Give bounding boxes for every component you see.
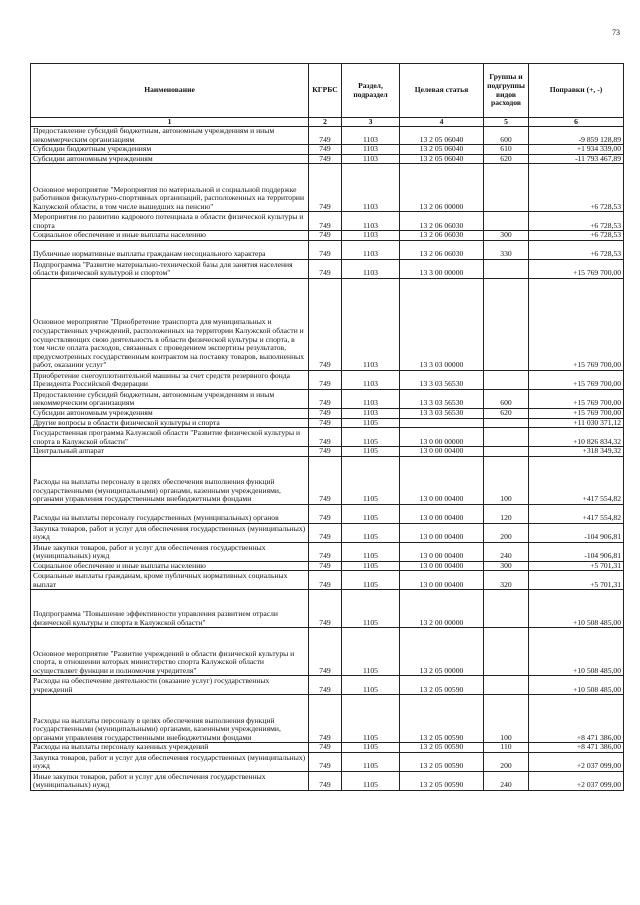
row-expense-type: 620 [484,154,529,164]
row-amount: +10 508 485,00 [529,628,624,676]
row-target: 13 0 00 00400 [400,447,484,457]
row-name: Мероприятия по развитию кадрового потенциала в области физической культуры и спорта [31,212,309,231]
budget-table [30,63,624,791]
row-expense-type [484,418,529,428]
row-amount: -104 906,81 [529,542,624,561]
row-amount: +8 471 386,00 [529,743,624,753]
row-kgrbs: 749 [309,408,342,418]
row-amount: +6 728,53 [529,240,624,259]
row-name: Основное мероприятие "Приобретение транспорта для муниципальных и государственных учреждений, расположенных на территории Калужской области и осуществляющих свою деятельность в области физической культуры и спорта, в том числе оплата расходов, связанных с проведением экспертизы результатов, предусмотренных государственным контрактом на поставку товаров, выполненных работ, оказании услуг" [31,278,309,370]
row-razdel: 1105 [342,418,400,428]
table-row [31,456,624,504]
row-razdel: 1105 [342,523,400,542]
row-kgrbs: 749 [309,154,342,164]
table-row [31,428,624,447]
row-expense-type [484,628,529,676]
row-expense-type [484,164,529,212]
row-amount: +15 769 700,00 [529,389,624,408]
row-name: Расходы на выплаты персоналу государственных (муниципальных) органов [31,504,309,523]
table-row [31,752,624,771]
row-name: Государственная программа Калужской области "Развитие физической культуры и спорта в Калужской области" [31,428,309,447]
row-razdel: 1103 [342,240,400,259]
row-amount: -9 859 128,89 [529,127,624,145]
row-target: 13 3 03 56530 [400,408,484,418]
row-amount: +5 701,31 [529,571,624,590]
table-row [31,389,624,408]
row-name: Предоставление субсидий бюджетным, автономным учреждениям и иным некоммерческим организациям [31,127,309,145]
row-amount: +417 554,82 [529,504,624,523]
row-name: Подпрограмма "Повышение эффективности управления развитием отрасли физической культуры и спорта в Калужской области" [31,590,309,628]
row-razdel: 1105 [342,428,400,447]
row-razdel: 1105 [342,676,400,695]
row-expense-type: 120 [484,504,529,523]
row-kgrbs: 749 [309,523,342,542]
row-expense-type [484,676,529,695]
row-name: Закупка товаров, работ и услуг для обеспечения государственных (муниципальных) нужд [31,752,309,771]
row-kgrbs: 749 [309,428,342,447]
row-target: 13 2 05 06040 [400,154,484,164]
row-name: Расходы на выплаты персоналу в целях обеспечения выполнения функций государственными (муниципальными) органами, казенными учреждениями, органами управления государственными внебюджетными фондами [31,695,309,743]
row-kgrbs: 749 [309,771,342,790]
row-razdel: 1103 [342,389,400,408]
header-target: Целевая статья [400,64,484,118]
row-amount: +8 471 386,00 [529,695,624,743]
row-name: Закупка товаров, работ и услуг для обеспечения государственных (муниципальных) нужд [31,523,309,542]
table-row [31,127,624,145]
row-kgrbs: 749 [309,447,342,457]
table-row [31,504,624,523]
row-expense-type: 240 [484,542,529,561]
row-expense-type [484,590,529,628]
row-kgrbs: 749 [309,542,342,561]
row-name: Социальное обеспечение и иные выплаты населению [31,231,309,241]
row-expense-type: 100 [484,695,529,743]
header-changes: Поправки (+, -) [529,64,624,118]
row-expense-type: 100 [484,456,529,504]
row-amount: +5 701,31 [529,561,624,571]
row-target: 13 2 06 06030 [400,212,484,231]
row-target: 13 3 03 56530 [400,370,484,389]
row-target: 13 0 00 00400 [400,456,484,504]
header-name: Наименование [31,64,309,118]
row-razdel: 1105 [342,628,400,676]
row-name: Расходы на выплаты персоналу в целях обеспечения выполнения функций государственными (муниципальными) органами, казенными учреждениями, органами управления государственными внебюджетными фондами [31,456,309,504]
table-row [31,240,624,259]
table-row [31,231,624,241]
row-target: 13 0 00 00400 [400,542,484,561]
row-razdel: 1105 [342,771,400,790]
row-razdel: 1103 [342,127,400,145]
row-target: 13 2 05 06040 [400,145,484,155]
row-expense-type [484,370,529,389]
row-expense-type: 600 [484,389,529,408]
table-row [31,145,624,155]
row-razdel: 1105 [342,504,400,523]
page-number: 73 [612,28,620,37]
header-kgrbs: КГРБС [309,64,342,118]
table-row [31,212,624,231]
table-row [31,743,624,753]
row-amount: -104 906,81 [529,523,624,542]
row-kgrbs: 749 [309,164,342,212]
row-target: 13 2 06 00000 [400,164,484,212]
row-expense-type: 610 [484,145,529,155]
row-target: 13 2 05 00590 [400,743,484,753]
row-target: 13 3 03 56530 [400,389,484,408]
column-number: 6 [529,118,624,127]
row-kgrbs: 749 [309,504,342,523]
table-row [31,259,624,278]
table-row [31,523,624,542]
row-razdel: 1105 [342,542,400,561]
row-target: 13 0 00 00400 [400,504,484,523]
row-kgrbs: 749 [309,278,342,370]
row-name: Приобретение снегоуплотнительной машины за счет средств резервного фонда Президента Российской Федерации [31,370,309,389]
row-expense-type [484,212,529,231]
row-target: 13 0 00 00000 [400,428,484,447]
row-target: 13 2 05 00000 [400,628,484,676]
row-name: Предоставление субсидий бюджетным, автономным учреждениям и иным некоммерческим организациям [31,389,309,408]
row-kgrbs: 749 [309,561,342,571]
row-kgrbs: 749 [309,145,342,155]
row-kgrbs: 749 [309,676,342,695]
row-expense-type [484,278,529,370]
row-target: 13 2 05 00590 [400,752,484,771]
table-row [31,628,624,676]
row-kgrbs: 749 [309,370,342,389]
row-kgrbs: 749 [309,240,342,259]
row-razdel: 1103 [342,278,400,370]
row-target: 13 0 00 00400 [400,561,484,571]
table-row [31,695,624,743]
row-kgrbs: 749 [309,590,342,628]
row-razdel: 1103 [342,145,400,155]
row-amount: +15 769 700,00 [529,278,624,370]
table-row [31,370,624,389]
table-row [31,408,624,418]
row-name: Публичные нормативные выплаты гражданам несоциального характера [31,240,309,259]
column-number: 1 [31,118,309,127]
row-target: 13 2 05 00590 [400,676,484,695]
row-kgrbs: 749 [309,752,342,771]
row-target: 13 2 05 06040 [400,127,484,145]
row-amount: +6 728,53 [529,164,624,212]
row-name: Расходы на выплаты персоналу казенных учреждений [31,743,309,753]
row-razdel: 1103 [342,164,400,212]
row-name: Другие вопросы в области физической культуры и спорта [31,418,309,428]
row-razdel: 1103 [342,370,400,389]
row-amount: +318 349,32 [529,447,624,457]
header-groups: Группы и подгруппы видов расходов [484,64,529,118]
row-target [400,418,484,428]
row-kgrbs: 749 [309,695,342,743]
row-name: Основное мероприятие "Мероприятия по материальной и социальной поддержке работников физкультурно-спортивных организаций, расположенных на территории Калужской области, в том числе вышедших на пенсию" [31,164,309,212]
row-razdel: 1105 [342,447,400,457]
table-row [31,447,624,457]
row-amount: +2 037 099,00 [529,752,624,771]
column-number: 3 [342,118,400,127]
row-razdel: 1103 [342,259,400,278]
row-kgrbs: 749 [309,127,342,145]
row-target: 13 0 00 00400 [400,523,484,542]
table-body [31,127,624,791]
row-razdel: 1103 [342,231,400,241]
row-amount: +417 554,82 [529,456,624,504]
header-row [31,64,624,118]
row-name: Иные закупки товаров, работ и услуг для обеспечения государственных (муниципальных) нужд [31,771,309,790]
table-row [31,676,624,695]
column-number: 5 [484,118,529,127]
row-name: Основное мероприятие "Развитие учреждений в области физической культуры и спорта, в отношении которых министерство спорта Калужской области осуществляет функции и полномочия учредителя" [31,628,309,676]
row-name: Социальное обеспечение и иные выплаты населению [31,561,309,571]
table-row [31,561,624,571]
row-name: Иные закупки товаров, работ и услуг для обеспечения государственных (муниципальных) нужд [31,542,309,561]
row-amount: +11 030 371,12 [529,418,624,428]
row-name: Социальные выплаты гражданам, кроме публичных нормативных социальных выплат [31,571,309,590]
table-row [31,590,624,628]
row-amount: +2 037 099,00 [529,771,624,790]
row-razdel: 1105 [342,571,400,590]
row-target: 13 3 03 00000 [400,278,484,370]
row-target: 13 0 00 00400 [400,571,484,590]
row-target: 13 2 06 06030 [400,231,484,241]
row-name: Подпрограмма "Развитие материально-технической базы для занятия населения области физической культурой и спортом" [31,259,309,278]
row-kgrbs: 749 [309,389,342,408]
row-amount: +15 769 700,00 [529,408,624,418]
row-target: 13 2 05 00590 [400,771,484,790]
row-razdel: 1105 [342,590,400,628]
row-razdel: 1103 [342,408,400,418]
row-kgrbs: 749 [309,212,342,231]
row-kgrbs: 749 [309,418,342,428]
row-name: Центральный аппарат [31,447,309,457]
row-target: 13 3 00 00000 [400,259,484,278]
table-row [31,164,624,212]
row-amount: +15 769 700,00 [529,370,624,389]
row-amount: +10 508 485,00 [529,590,624,628]
row-target: 13 2 06 06030 [400,240,484,259]
row-expense-type: 240 [484,771,529,790]
row-amount: +15 769 700,00 [529,259,624,278]
row-amount: +6 728,53 [529,212,624,231]
row-expense-type: 200 [484,523,529,542]
row-expense-type [484,259,529,278]
row-razdel: 1105 [342,752,400,771]
row-amount: +10 826 834,32 [529,428,624,447]
row-expense-type: 300 [484,561,529,571]
table-row [31,571,624,590]
row-kgrbs: 749 [309,259,342,278]
row-target: 13 2 00 00000 [400,590,484,628]
row-name: Расходы на обеспечение деятельности (оказание услуг) государственных учреждений [31,676,309,695]
column-number: 4 [400,118,484,127]
row-expense-type: 200 [484,752,529,771]
row-name: Субсидии бюджетным учреждениям [31,145,309,155]
row-expense-type: 620 [484,408,529,418]
row-name: Субсидии автономным учреждениям [31,154,309,164]
row-razdel: 1105 [342,695,400,743]
row-name: Субсидии автономным учреждениям [31,408,309,418]
row-expense-type: 300 [484,231,529,241]
row-amount: +1 934 339,00 [529,145,624,155]
header-razdel: Раздел, подраздел [342,64,400,118]
row-razdel: 1103 [342,154,400,164]
row-razdel: 1105 [342,743,400,753]
row-razdel: 1105 [342,456,400,504]
row-kgrbs: 749 [309,231,342,241]
table-row [31,278,624,370]
table-row [31,771,624,790]
row-expense-type [484,447,529,457]
column-number: 2 [309,118,342,127]
table-row [31,542,624,561]
row-amount: -11 793 467,89 [529,154,624,164]
row-expense-type: 600 [484,127,529,145]
row-kgrbs: 749 [309,743,342,753]
row-target: 13 2 05 00590 [400,695,484,743]
row-expense-type: 110 [484,743,529,753]
row-razdel: 1103 [342,212,400,231]
row-kgrbs: 749 [309,456,342,504]
table-row [31,154,624,164]
row-kgrbs: 749 [309,628,342,676]
table-row [31,418,624,428]
row-expense-type: 320 [484,571,529,590]
row-razdel: 1105 [342,561,400,571]
row-amount: +6 728,53 [529,231,624,241]
row-expense-type [484,428,529,447]
row-expense-type: 330 [484,240,529,259]
row-amount: +10 508 485,00 [529,676,624,695]
row-kgrbs: 749 [309,571,342,590]
